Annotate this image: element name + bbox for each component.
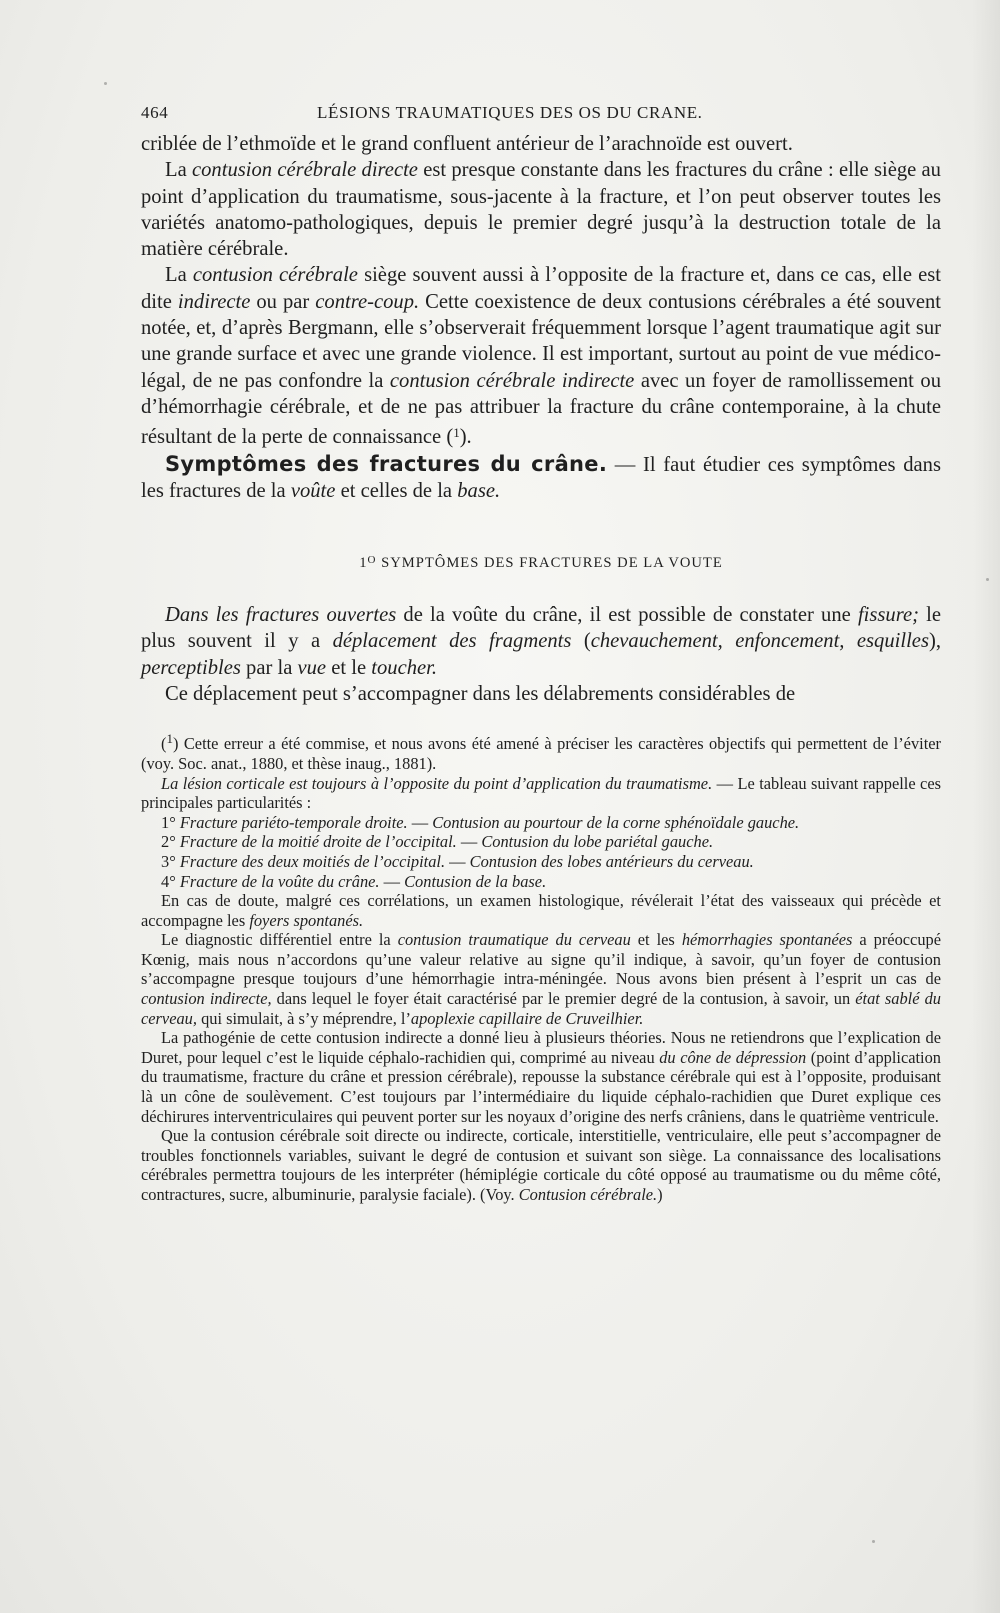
- running-head: [141, 101, 941, 131]
- section-heading: Symptômes des fractures du crâne.: [165, 451, 608, 476]
- paragraph-displacement: Ce déplacement peut s’accompagner dans les délabrements considérables de: [165, 683, 796, 706]
- paragraph-indirect-contusion: La contusion cérébrale siège souvent aussi à l’opposite de la fracture et, dans ce cas, elle est dite indirecte ou par contre-coup. Cette coexistence de deux contusions cérébrales a été souvent notée, et, d’après Bergmann, elle s’observerait fréquemment lorsque l’agent traumatique agit sur une grande surface et avec une grande violence. Il est important, surtout au point de vue médico-légal, de ne pas confondre la contusion cérébrale indirecte avec un foyer de ramollissement ou d’hémorrhagie cérébrale, et de ne pas attribuer la fracture du crâne contemporaine, à la chute résultant de la perte de connaissance ($^1$).: [141, 264, 942, 449]
- footnote-cortical-lesion: La lésion corticale est toujours à l’opposite du point d’application du traumatisme. — Le tableau suivant rappelle ces principales particularités :: [141, 773, 941, 813]
- running-title: LÉSIONS TRAUMATIQUES DES OS DU CRANE.: [317, 103, 703, 122]
- subsection-heading: $1^O$ SYMPTÔMES DES FRACTURES DE LA VOUTE: [359, 554, 723, 572]
- list-item: 4° Fracture de la voûte du crâne. — Contusion de la base.: [161, 871, 547, 891]
- paper-speck: [986, 578, 989, 581]
- page-edge-shadow: [972, 0, 1000, 1613]
- paper-speck: [104, 82, 107, 85]
- footnote-1: ($^1$) Cette erreur a été commise, et nous avons été amené à préciser les caractères objectifs qui permettent de l’éviter (voy. Soc. anat., 1880, et thèse inaug., 1881).: [141, 731, 941, 773]
- footnote-reference: 1: [453, 425, 460, 441]
- list-item: 3° Fracture des deux moitiés de l’occipital. — Contusion des lobes antérieurs du cerveau.: [161, 851, 754, 871]
- list-item: 1° Fracture pariéto-temporale droite. — Contusion au pourtour de la corne sphénoïdale gauche.: [161, 812, 800, 832]
- footnote-differential-diagnosis: Le diagnostic différentiel entre la contusion traumatique du cerveau et les hémorrhagies spontanées a préoccupé Kœnig, mais nous n’accordons qu’une valeur relative au signe qu’il indique, à savoir, qu’un foyer de contusion s’accompagne presque toujours d’une hémorrhagie intra-méningée. Nous avons bien présent à l’esprit un cas de contusion indirecte, dans lequel le foyer était caractérisé par le premier degré de la contusion, à savoir, un état sablé du cerveau, qui simulait, à s’y méprendre, l’apoplexie capillaire de Cruveilhier.: [141, 930, 941, 1028]
- list-item: 2° Fracture de la moitié droite de l’occipital. — Contusion du lobe pariétal gauche.: [161, 832, 714, 852]
- body-text: [141, 131, 941, 707]
- paper-speck: [872, 1540, 875, 1543]
- footnotes: [141, 729, 941, 1204]
- footnote-pathogenesis: La pathogénie de cette contusion indirecte a donné lieu à plusieurs théories. Nous ne retiendrons que l’explication de Duret, pour lequel c’est le liquide céphalo-rachidien qui, comprimé au niveau du cône de dépression (point d’application du traumatisme, fracture du crâne et pression cérébrale), repousse la substance cérébrale qui est à l’opposite, produisant là un cône de soulèvement. C’est toujours par l’intermédiaire du liquide céphalo-rachidien que Duret explique ces déchirures interventriculaires qui peuvent porter sur les noyaux d’origine des nerfs crâniens, dans le quatrième ventricule.: [141, 1028, 941, 1126]
- footnote-functional-troubles: Que la contusion cérébrale soit directe ou indirecte, corticale, interstitielle, ventriculaire, elle peut s’accompagner de troubles fonctionnels variables, suivant le degré de contusion et suivant son siège. La connaissance des localisations cérébrales permettra toujours de les interpréter (hémiplégie corticale du côté opposé au traumatisme ou du même côté, contractures, sucre, albuminurie, paralysie faciale). (Voy. Contusion cérébrale.): [141, 1126, 941, 1204]
- paragraph-continuation: criblée de l’ethmoïde et le grand confluent antérieur de l’arachnoïde est ouvert.: [141, 133, 793, 155]
- paragraph-direct-contusion: La contusion cérébrale directe est presque constante dans les fractures du crâne : elle siège au point d’application du traumatisme, sous-jacente à la fracture, et l’on peut observer toutes les variétés anatomo-pathologiques, depuis le premier degré jusqu’à la destruction totale de la matière cérébrale.: [141, 159, 941, 261]
- page-content: [141, 101, 941, 1205]
- paragraph-symptoms-intro: Symptômes des fractures du crâne. — Il faut étudier ces symptômes dans les fractures de la voûte et celles de la base.: [141, 451, 941, 502]
- page-number: 464: [141, 103, 169, 122]
- paragraph-open-fractures: Dans les fractures ouvertes de la voûte du crâne, il est possible de constater une fissure; le plus souvent il y a déplacement des fragments (chevauchement, enfoncement, esquilles), perceptibles par la vue et le toucher.: [141, 604, 941, 679]
- footnote-histology: En cas de doute, malgré ces corrélations, un examen histologique, révélerait l’état des vaisseaux qui précède et accompagne les foyers spontanés.: [141, 891, 941, 930]
